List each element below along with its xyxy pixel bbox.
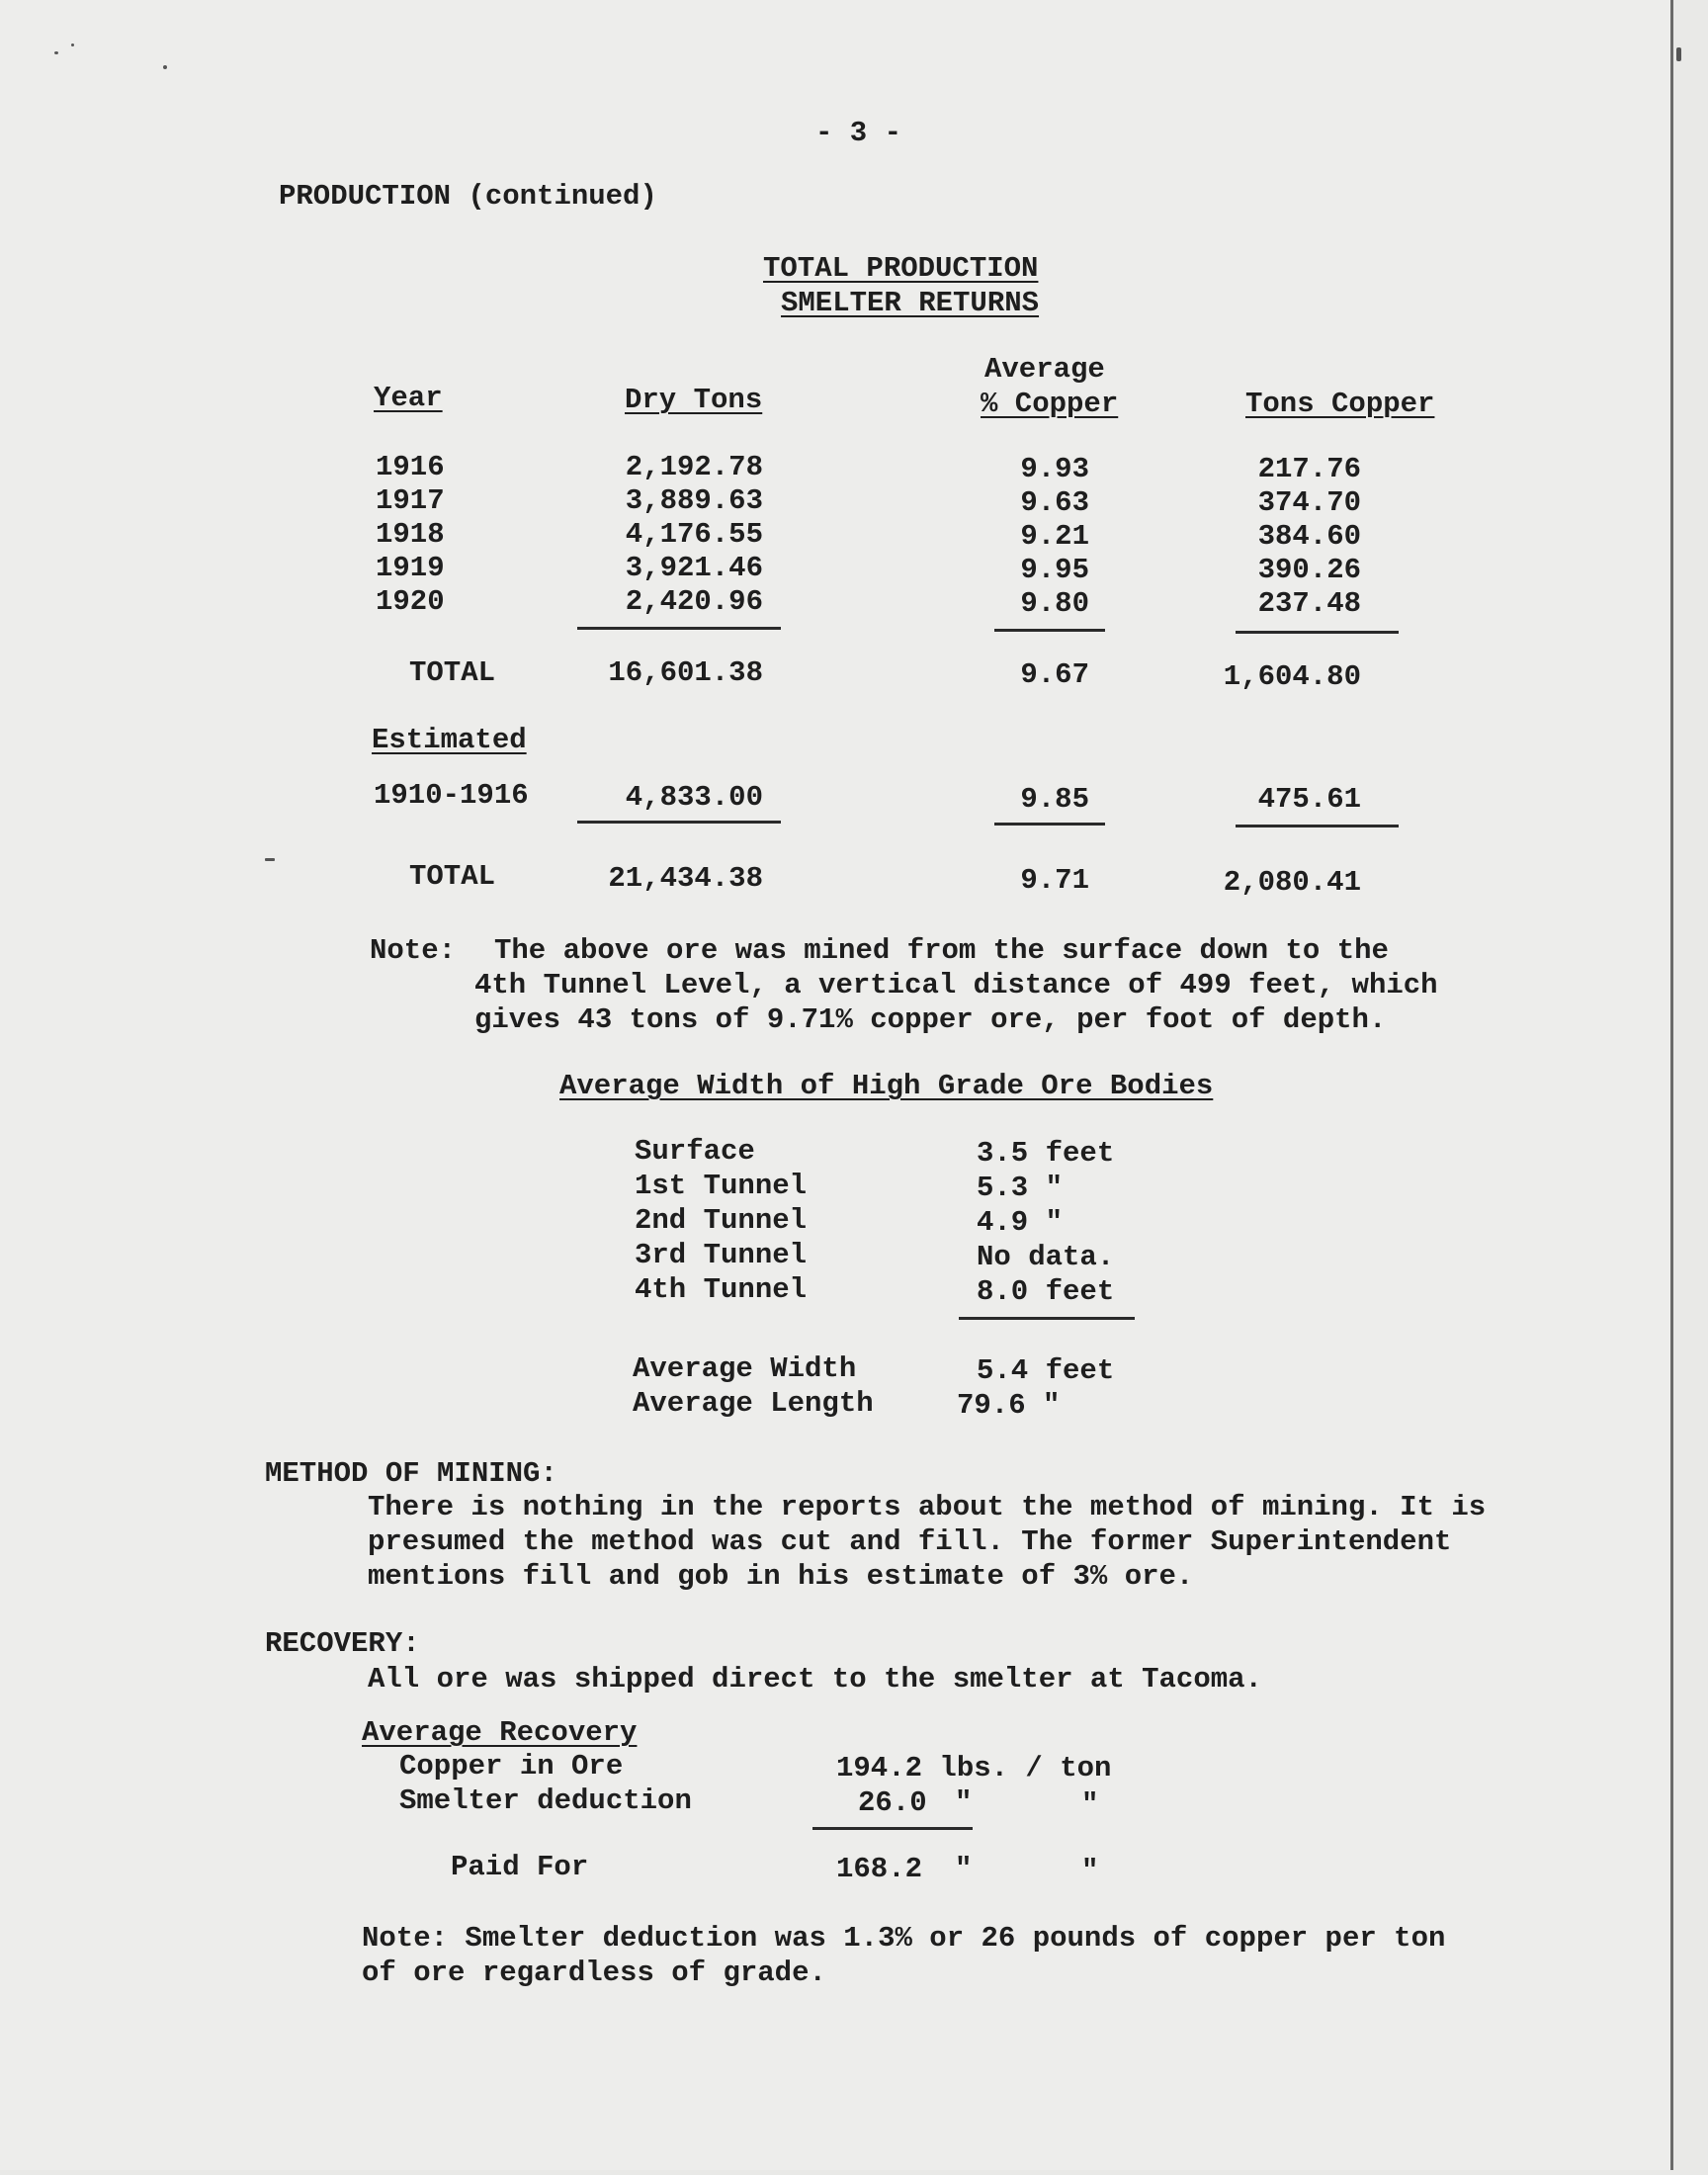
ditto-mark: " [1081,1855,1099,1887]
note-line: 4th Tunnel Level, a vertical distance of 499 feet, which [474,969,1438,1001]
cell-tons-copper: 390.26 [1257,554,1361,586]
page-number: - 3 - [815,117,902,149]
cell-tons-copper: 237.48 [1257,587,1361,620]
cell-avg-copper: 9.21 [1020,520,1089,553]
total-avg-copper: 9.67 [1020,658,1089,691]
subtotal-rule [1236,631,1399,634]
method-line: mentions fill and gob in his estimate of 3% ore. [368,1560,1194,1593]
col-header-average: Average [984,353,1105,386]
note2-line: Note: Smelter deduction was 1.3% or 26 pounds of copper per ton [362,1922,1446,1955]
cell-dry-tons: 4,833.00 [625,781,763,814]
subtotal-rule [577,627,781,630]
cell-dry-tons: 3,921.46 [625,552,763,584]
ditto-mark: " [955,1853,973,1885]
width-row-label: 3rd Tunnel [635,1239,808,1271]
avg-width-label: Average Width [633,1352,857,1385]
total-label: TOTAL [409,656,496,689]
estimated-label: Estimated [372,724,527,756]
recovery-sum-rule [812,1827,973,1830]
cell-dry-tons: 4,176.55 [625,518,763,551]
grand-total-rule [577,821,781,824]
cell-avg-copper: 9.85 [1020,783,1089,816]
cell-dry-tons: 2,192.78 [625,451,763,483]
recovery-heading: RECOVERY: [265,1627,420,1660]
width-row-value: 3.5 feet [977,1137,1115,1170]
note-line: The above ore was mined from the surface down to the [494,934,1389,967]
col-header-pct-copper: % Copper [981,388,1119,420]
table-title-line2: SMELTER RETURNS [781,287,1040,319]
section-heading: PRODUCTION (continued) [279,180,657,213]
avg-recovery-title: Average Recovery [362,1716,638,1749]
width-row-value: 4.9 " [977,1206,1064,1239]
cell-year: 1919 [376,552,445,584]
cell-avg-copper: 9.95 [1020,554,1089,586]
method-line: presumed the method was cut and fill. The former Superintendent [368,1525,1452,1558]
width-row-label: 4th Tunnel [635,1273,808,1306]
smelter-deduction-label: Smelter deduction [399,1784,692,1817]
scan-speck [71,44,74,46]
table-title-line1: TOTAL PRODUCTION [763,252,1039,285]
total-tons-copper: 1,604.80 [1223,660,1361,693]
avg-width-value: 5.4 feet [977,1354,1115,1387]
col-header-tons-copper: Tons Copper [1245,388,1435,420]
cell-tons-copper: 217.76 [1257,453,1361,485]
paid-for-label: Paid For [451,1851,589,1883]
cell-tons-copper: 475.61 [1257,783,1361,816]
ditto-mark: " [1081,1788,1099,1821]
scan-speck [265,858,275,861]
note-line: gives 43 tons of 9.71% copper ore, per foot of depth. [474,1003,1387,1036]
total-dry-tons: 16,601.38 [608,656,763,689]
cell-year: 1910-1916 [374,779,529,812]
scan-speck [163,65,167,69]
method-line: There is nothing in the reports about the method of mining. It is [368,1491,1487,1523]
grand-total-dry-tons: 21,434.38 [608,862,763,895]
paid-for-value: 168.2 [836,1853,923,1885]
grand-total-label: TOTAL [409,860,496,893]
cell-avg-copper: 9.93 [1020,453,1089,485]
grand-total-avg-copper: 9.71 [1020,864,1089,897]
width-row-value: 8.0 feet [977,1275,1115,1308]
copper-in-ore-value: 194.2 lbs. / ton [836,1752,1112,1784]
scan-speck [54,51,58,54]
avg-length-label: Average Length [633,1387,874,1420]
method-heading: METHOD OF MINING: [265,1457,557,1490]
width-sum-rule [959,1317,1135,1320]
smelter-deduction-value: 26.0 [858,1786,927,1819]
cell-avg-copper: 9.80 [1020,587,1089,620]
subtotal-rule [994,629,1105,632]
cell-year: 1920 [376,585,445,618]
width-row-label: 1st Tunnel [635,1170,808,1202]
cell-dry-tons: 2,420.96 [625,585,763,618]
grand-total-rule [1236,825,1399,827]
cell-tons-copper: 374.70 [1257,486,1361,519]
cell-year: 1917 [376,484,445,517]
ditto-mark: " [955,1786,973,1819]
cell-dry-tons: 3,889.63 [625,484,763,517]
width-row-value: 5.3 " [977,1172,1064,1204]
grand-total-rule [994,823,1105,826]
avg-length-value: 79.6 " [957,1389,1061,1422]
note-label: Note: [370,934,457,967]
width-table-title: Average Width of High Grade Ore Bodies [559,1070,1214,1102]
width-row-label: Surface [635,1135,755,1168]
cell-tons-copper: 384.60 [1257,520,1361,553]
width-row-value: No data. [977,1241,1115,1273]
cell-avg-copper: 9.63 [1020,486,1089,519]
cell-year: 1916 [376,451,445,483]
note2-line: of ore regardless of grade. [362,1957,826,1989]
recovery-line: All ore was shipped direct to the smelter at Tacoma. [368,1663,1262,1696]
scan-speck [1676,47,1681,61]
grand-total-tons-copper: 2,080.41 [1223,866,1361,899]
cell-year: 1918 [376,518,445,551]
copper-in-ore-label: Copper in Ore [399,1750,624,1783]
col-header-year: Year [374,382,443,414]
width-row-label: 2nd Tunnel [635,1204,808,1237]
col-header-dry-tons: Dry Tons [625,384,763,416]
